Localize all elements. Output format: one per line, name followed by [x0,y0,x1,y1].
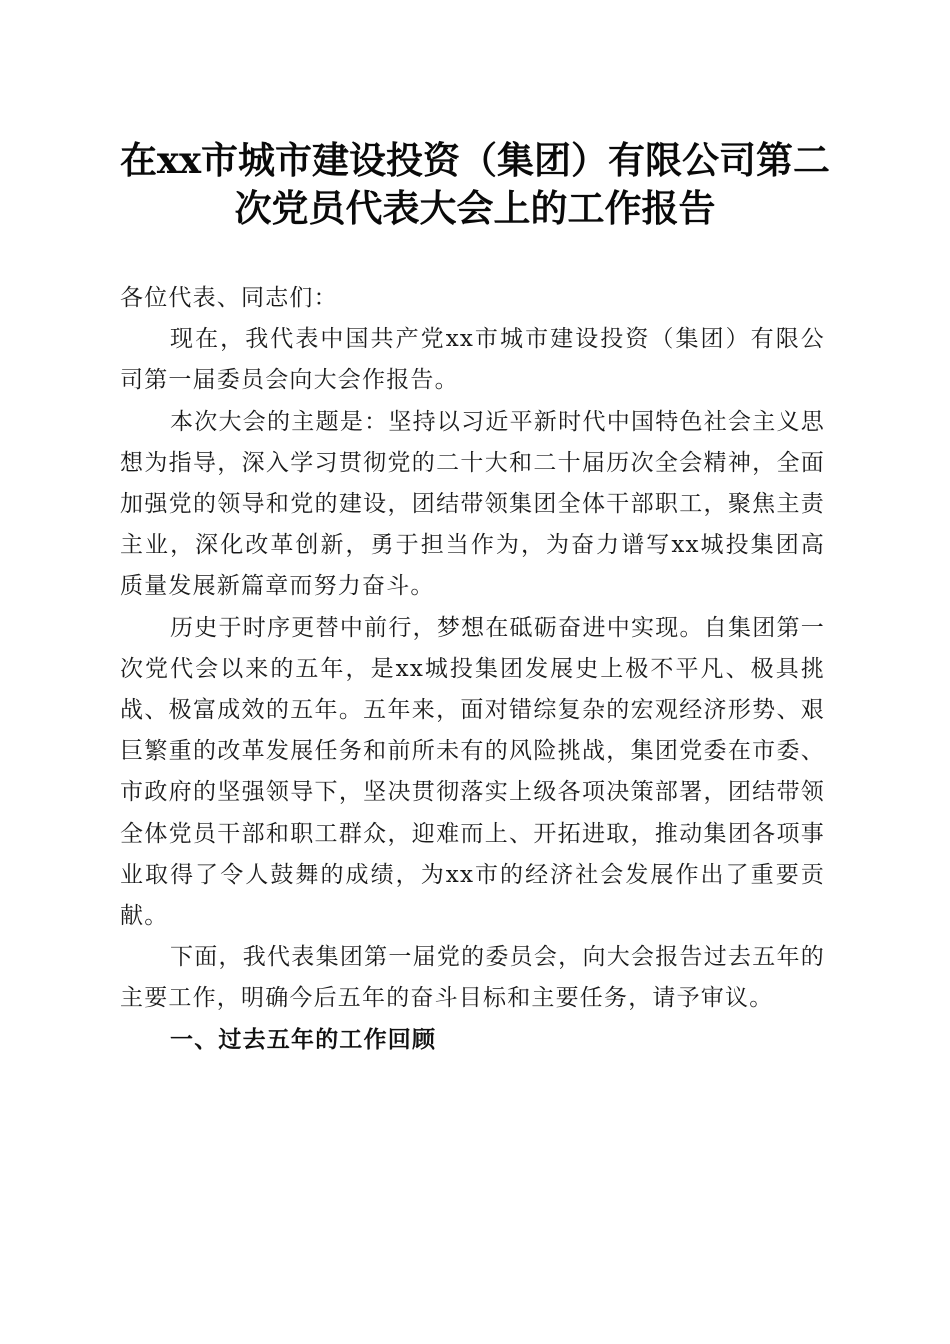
document-title-line-2: 次党员代表大会上的工作报告 [234,186,716,230]
paragraph-history: 历史于时序更替中前行，梦想在砥砺奋进中实现。自集团第一次党代会以来的五年，是xx城投集团发展史上极不平凡、极具挑战、极富成效的五年。五年来，面对错综复杂的宏观经济形势、艰巨繁重的改革发展任务和前所未有的风险挑战，集团党委在市委、市政府的坚强领导下，坚决贯彻落实上级各项决策部署，团结带领全体党员干部和职工群众，迎难而上、开拓进取，推动集团各项事业取得了令人鼓舞的成绩，为xx市的经济社会发展作出了重要贡献。 [120,614,825,930]
document-title-line-1: 在xx市城市建设投资（集团）有限公司第二 [119,138,831,182]
paragraph-opening: 现在，我代表中国共产党xx市城市建设投资（集团）有限公司第一届委员会向大会作报告。 [120,326,825,394]
paragraph-report-outline: 下面，我代表集团第一届党的委员会，向大会报告过去五年的主要工作，明确今后五年的奋斗目标和主要任务，请予审议。 [120,944,825,1012]
section-heading: 一、过去五年的工作回顾 [170,1026,437,1053]
salutation: 各位代表、同志们： [120,285,338,311]
document-body [120,278,825,1061]
paragraph-theme: 本次大会的主题是：坚持以习近平新时代中国特色社会主义思想为指导，深入学习贯彻党的二十大和二十届历次全会精神，全面加强党的领导和党的建设，团结带领集团全体干部职工，聚焦主责主业，深化改革创新，勇于担当作为，为奋力谱写xx城投集团高质量发展新篇章而努力奋斗。 [120,408,825,600]
